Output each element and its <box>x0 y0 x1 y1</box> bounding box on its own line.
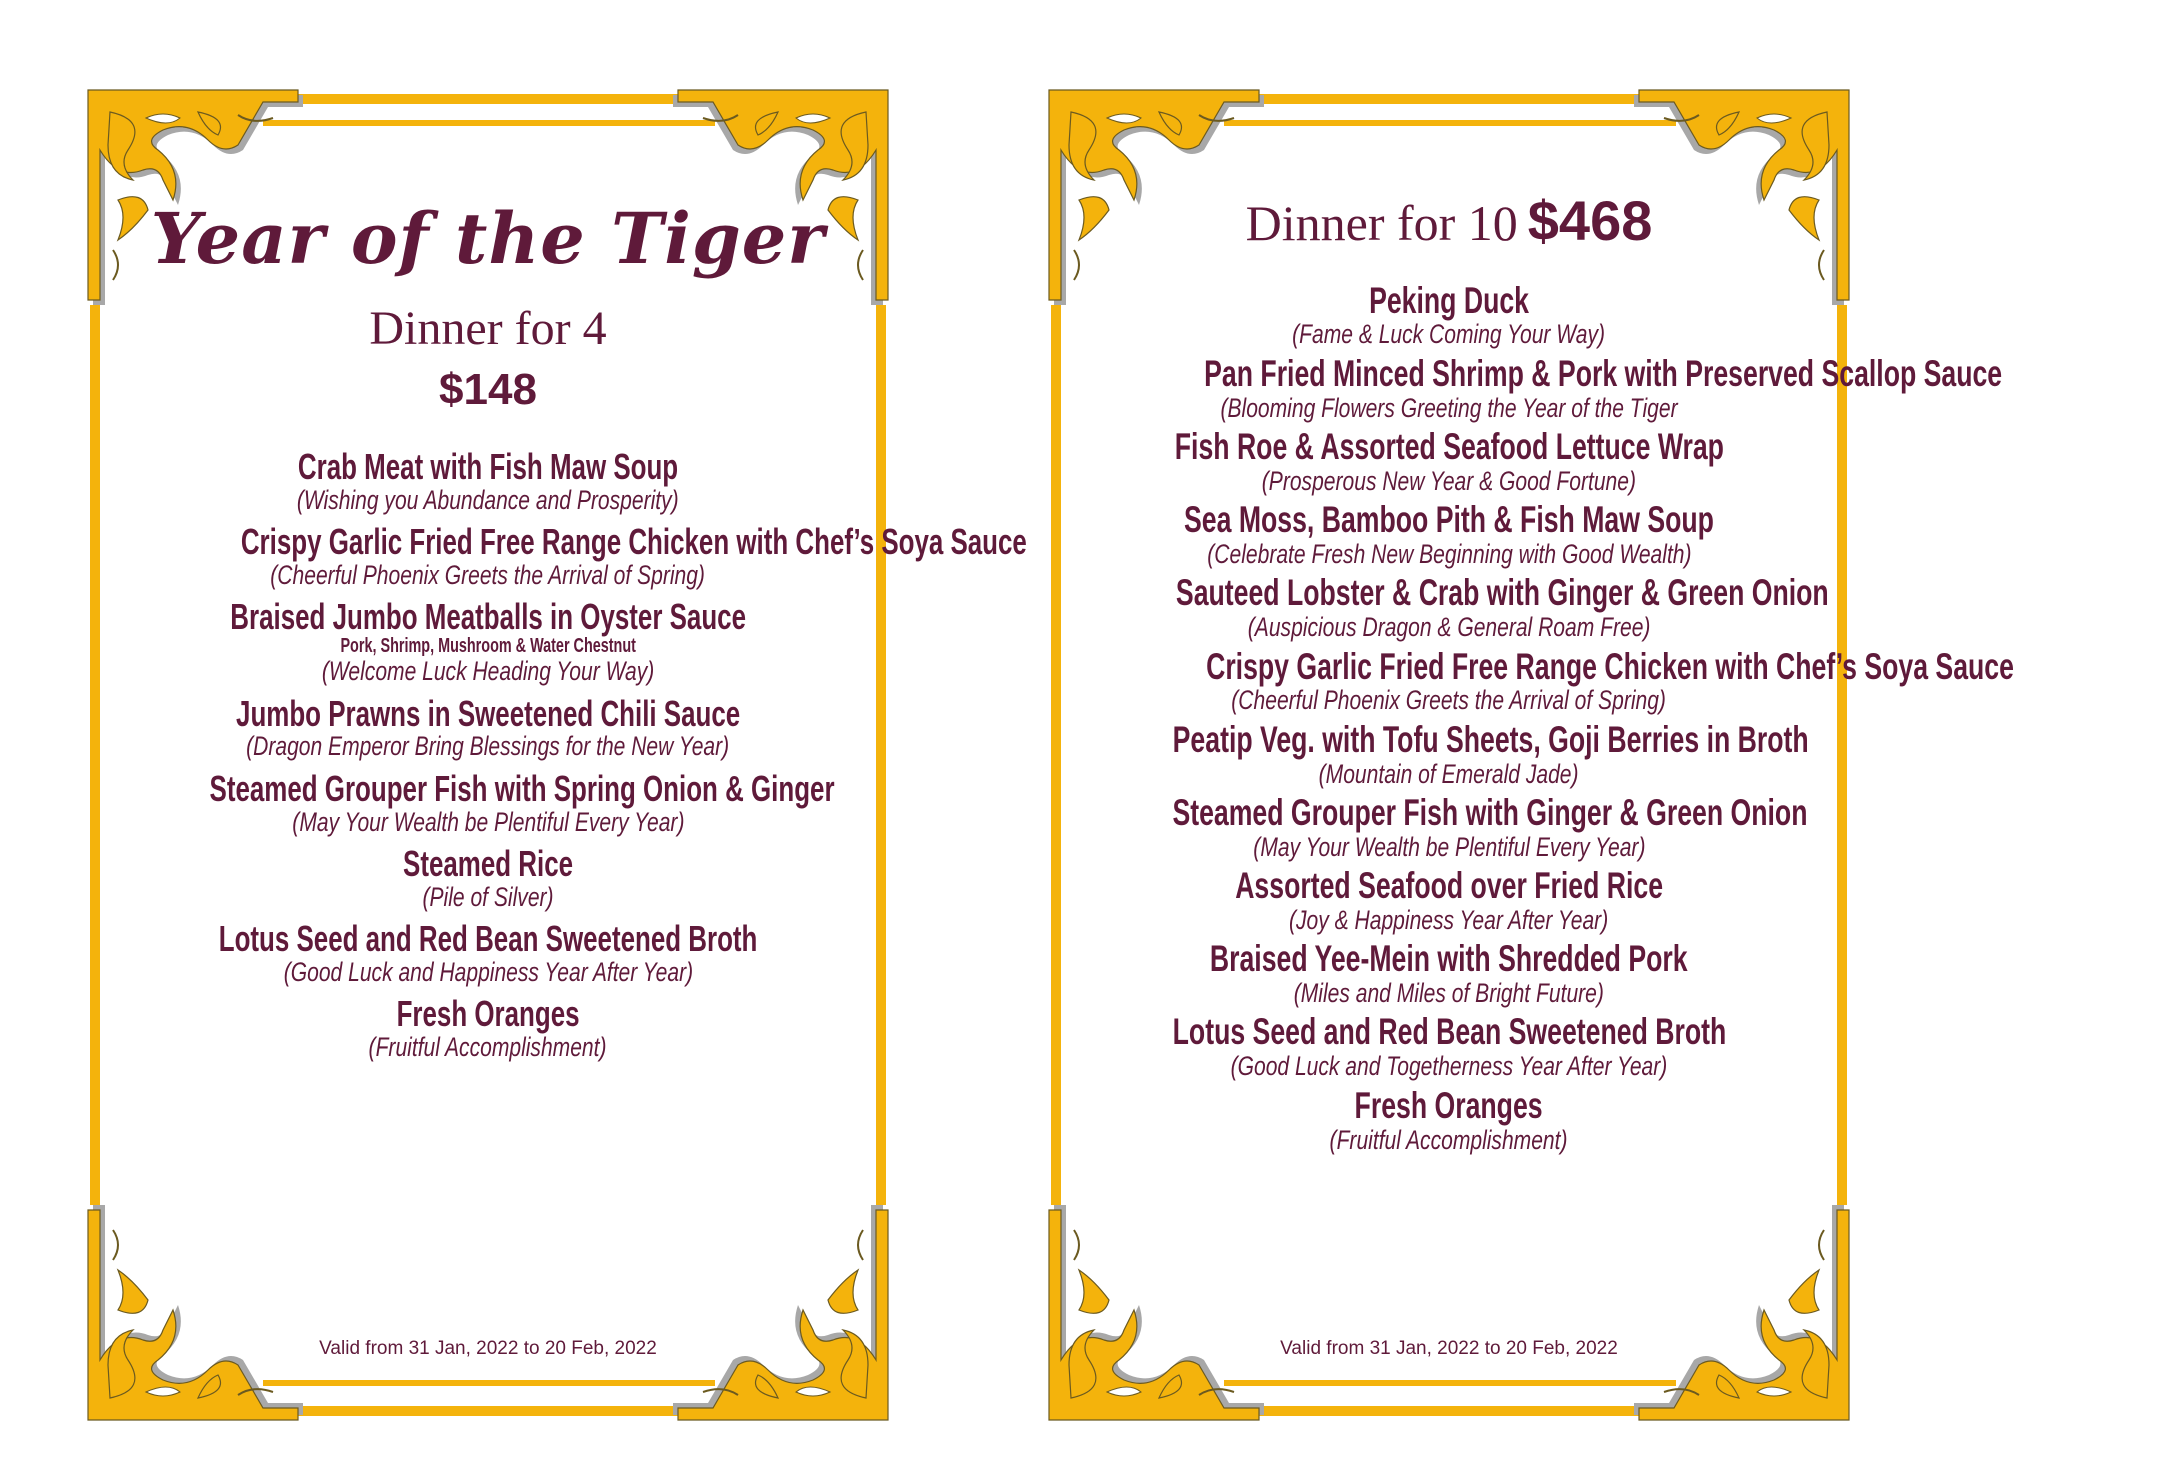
dish-tagline: (Cheerful Phoenix Greets the Arrival of Spring) <box>1231 685 1667 716</box>
dish-name: Fresh Oranges <box>1354 1084 1544 1126</box>
menu-heading <box>1049 190 1849 252</box>
dish-name: Lotus Seed and Red Bean Sweetened Broth <box>1172 1011 1726 1053</box>
dish-tagline: (Auspicious Dragon & General Roam Free) <box>1247 612 1651 643</box>
menu-panel-dinner-for-4 <box>88 90 1027 1420</box>
dish-name: Sea Moss, Bamboo Pith & Fish Maw Soup <box>1184 499 1714 541</box>
dish-item <box>1049 1013 1849 1080</box>
dish-item <box>1049 645 2014 716</box>
dinner-size-label: Dinner for 10 <box>1245 195 1518 251</box>
dish-tagline: (Wishing you Abundance and Prosperity) <box>297 484 679 515</box>
dish-name: Sauteed Lobster & Crab with Ginger & Green Onion <box>1175 572 1829 614</box>
dish-item <box>1049 1084 1849 1155</box>
dish-list <box>1049 279 2014 1155</box>
dish-item <box>88 521 1027 591</box>
ornament-bottom-left-icon <box>88 1205 303 1420</box>
dish-item <box>1049 574 1849 641</box>
dish-name: Braised Yee-Mein with Shredded Pork <box>1210 938 1688 980</box>
dish-tagline: (May Your Wealth be Plentiful Every Year) <box>291 806 685 837</box>
ornament-bottom-right-icon <box>1634 1205 1849 1420</box>
dish-name: Peking Duck <box>1369 279 1529 321</box>
dish-tagline: (Blooming Flowers Greeting the Year of the Tiger <box>1220 392 1678 423</box>
dish-ingredients-note: Pork, Shrimp, Mushroom & Water Chestnut <box>340 635 636 658</box>
dish-item <box>88 842 888 912</box>
dish-item <box>1049 718 1849 789</box>
dish-tagline: (Fruitful Accomplishment) <box>1330 1124 1568 1155</box>
ornament-bottom-right-icon <box>673 1205 888 1420</box>
dish-name: Pan Fried Minced Shrimp & Pork with Preserved Scallop Sauce <box>1204 352 2003 394</box>
dish-tagline: (Good Luck and Happiness Year After Year) <box>283 956 693 987</box>
dish-name: Fish Roe & Assorted Seafood Lettuce Wrap <box>1174 425 1724 467</box>
price-label: $468 <box>1527 189 1653 252</box>
dish-name: Braised Jumbo Meatballs in Oyster Sauce <box>230 596 746 638</box>
dish-item <box>1049 791 1849 862</box>
dish-name: Peatip Veg. with Tofu Sheets, Goji Berries in Broth <box>1172 718 1809 760</box>
dish-item <box>1049 940 1849 1007</box>
dish-item <box>88 448 888 514</box>
dish-item <box>1049 867 1849 934</box>
ornament-bottom-left-icon <box>1049 1205 1264 1420</box>
dish-name: Assorted Seafood over Fried Rice <box>1235 865 1663 907</box>
dish-item <box>88 767 888 837</box>
dish-tagline: (Welcome Luck Heading Your Way) <box>321 656 655 687</box>
dish-tagline: (Miles and Miles of Bright Future) <box>1293 978 1605 1009</box>
dish-tagline: (Pile of Silver) <box>422 881 554 912</box>
validity-note: Valid from 31 Jan, 2022 to 20 Feb, 2022 <box>1280 1338 1618 1359</box>
dish-name: Fresh Oranges <box>396 993 580 1035</box>
dish-tagline: (Cheerful Phoenix Greets the Arrival of Spring) <box>270 560 706 591</box>
dish-name: Crab Meat with Fish Maw Soup <box>297 446 679 488</box>
validity-note: Valid from 31 Jan, 2022 to 20 Feb, 2022 <box>319 1338 657 1359</box>
dish-tagline: (Fame & Luck Coming Your Way) <box>1292 319 1606 350</box>
dish-name: Steamed Grouper Fish with Ginger & Green Onion <box>1172 791 1808 833</box>
dish-list <box>88 446 1027 1062</box>
dish-tagline: (Fruitful Accomplishment) <box>369 1031 607 1062</box>
dish-tagline: (Prosperous New Year & Good Fortune) <box>1261 465 1637 496</box>
menu-content <box>1049 189 2014 1160</box>
dish-item <box>88 920 888 986</box>
dish-name: Steamed Rice <box>402 842 573 884</box>
dish-tagline: (Dragon Emperor Bring Blessings for the New Year) <box>246 731 730 762</box>
menu-title: Year of the Tiger <box>150 197 826 280</box>
dish-item <box>1049 279 1849 350</box>
dish-name: Steamed Grouper Fish with Spring Onion & Ginger <box>209 767 835 809</box>
menu-panel-dinner-for-10 <box>1049 90 2014 1420</box>
dish-item <box>88 692 888 762</box>
dish-tagline: (Good Luck and Togetherness Year After Year) <box>1230 1051 1668 1082</box>
dish-item <box>1049 501 1849 568</box>
dish-name: Jumbo Prawns in Sweetened Chili Sauce <box>235 692 741 734</box>
dish-item <box>88 598 888 685</box>
price-label: $148 <box>439 364 537 414</box>
dish-name: Crispy Garlic Fried Free Range Chicken with Chef’s Soya Sauce <box>1206 645 2014 687</box>
dish-item <box>1049 352 2003 423</box>
dish-tagline: (May Your Wealth be Plentiful Every Year) <box>1252 831 1646 862</box>
dish-tagline: (Joy & Happiness Year After Year) <box>1289 904 1609 935</box>
dish-tagline: (Celebrate Fresh New Beginning with Good Wealth) <box>1206 539 1692 569</box>
dish-item <box>1049 425 1849 496</box>
dish-item <box>88 995 888 1061</box>
dish-name: Crispy Garlic Fried Free Range Chicken with Chef’s Soya Sauce <box>240 521 1027 563</box>
menu-content <box>88 197 1027 1070</box>
dinner-size-label: Dinner for 4 <box>369 302 607 355</box>
dish-name: Lotus Seed and Red Bean Sweetened Broth <box>218 918 758 960</box>
dish-tagline: (Mountain of Emerald Jade) <box>1319 758 1579 789</box>
